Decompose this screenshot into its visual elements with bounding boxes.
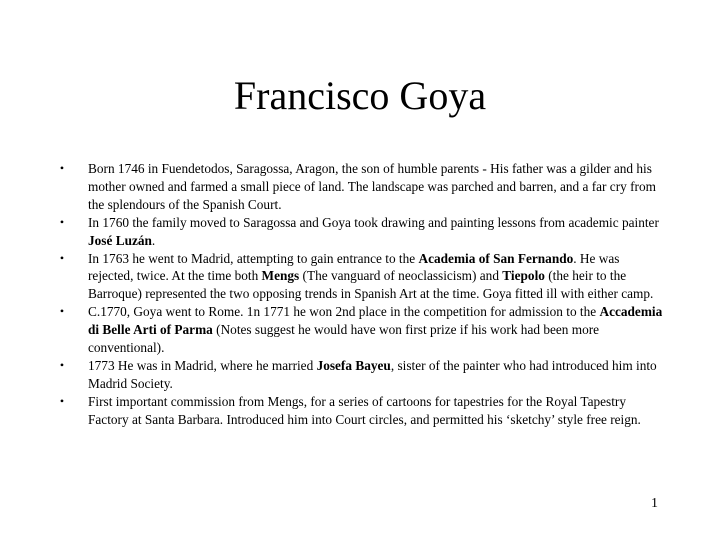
bullet-item (56, 357, 666, 393)
bullet-list (56, 160, 666, 429)
bullet-text (88, 215, 659, 248)
bullet-text (88, 394, 641, 427)
bullet-text-segment: First important commission from Mengs, for a series of cartoons for tapestries for the Royal Tapestry Factory at Santa Barbara. Introduced him into Court circles, and permitted his ‘sketchy’ style free reign. (88, 393, 641, 427)
bullet-text-segment: . (151, 232, 156, 248)
bullet-text-segment: Born 1746 in Fuendetodos, Saragossa, Aragon, the son of humble parents - His father was a gilder and his mother owned and farmed a small piece of land. The landscape was parched and barren, and a far cry from the splendours of the Spanish Court. (88, 161, 656, 212)
bullet-emphasis: Josefa Bayeu (316, 357, 391, 373)
bullet-text-segment: (Notes suggest he would have won first prize if his work had been more conventional). (88, 322, 600, 356)
bullet-text (88, 251, 653, 302)
bullet-text-segment: , sister of the painter who had introduced him into Madrid Society. (88, 357, 657, 391)
bullet-item (56, 214, 666, 250)
bullet-item (56, 393, 666, 429)
bullet-text-segment: C.1770, Goya went to Rome. 1n 1771 he won 2nd place in the competition for admission to the (88, 304, 600, 320)
slide-title: Francisco Goya (233, 73, 487, 118)
bullet-text-segment: In 1760 the family moved to Saragossa and Goya took drawing and painting lessons from academic painter (88, 214, 659, 230)
bullet-item (56, 250, 666, 304)
bullet-dot-icon: • (59, 304, 65, 319)
bullet-dot-icon: • (59, 214, 65, 229)
bullet-emphasis: Mengs (261, 268, 300, 284)
bullet-item (56, 160, 666, 214)
bullet-text-segment: 1773 He was in Madrid, where he married (88, 357, 317, 373)
bullet-emphasis: Tiepolo (502, 268, 545, 284)
page-number: 1 (651, 496, 658, 511)
bullet-text-segment: . He was rejected, twice. At the time both (88, 250, 620, 284)
bullet-dot-icon: • (59, 357, 65, 372)
bullet-emphasis: Academia of San Fernando (418, 250, 574, 266)
bullet-emphasis: José Luzán (88, 232, 152, 248)
bullet-dot-icon: • (59, 393, 65, 408)
bullet-dot-icon: • (59, 250, 65, 265)
bullet-text-segment: (the heir to the Barroque) represented the two opposing trends in Spanish Art at the time. Goya fitted ill with either camp. (88, 268, 654, 302)
bullet-dot-icon: • (59, 161, 65, 175)
bullet-text (88, 304, 662, 355)
bullet-emphasis: Accademia di Belle Arti of Parma (88, 304, 663, 338)
bullet-text-segment: In 1763 he went to Madrid, attempting to gain entrance to the (88, 250, 419, 266)
bullet-item (56, 303, 666, 357)
bullet-text-segment: (The vanguard of neoclassicism) and (299, 268, 503, 284)
bullet-text (88, 161, 656, 212)
bullet-text (88, 358, 657, 391)
